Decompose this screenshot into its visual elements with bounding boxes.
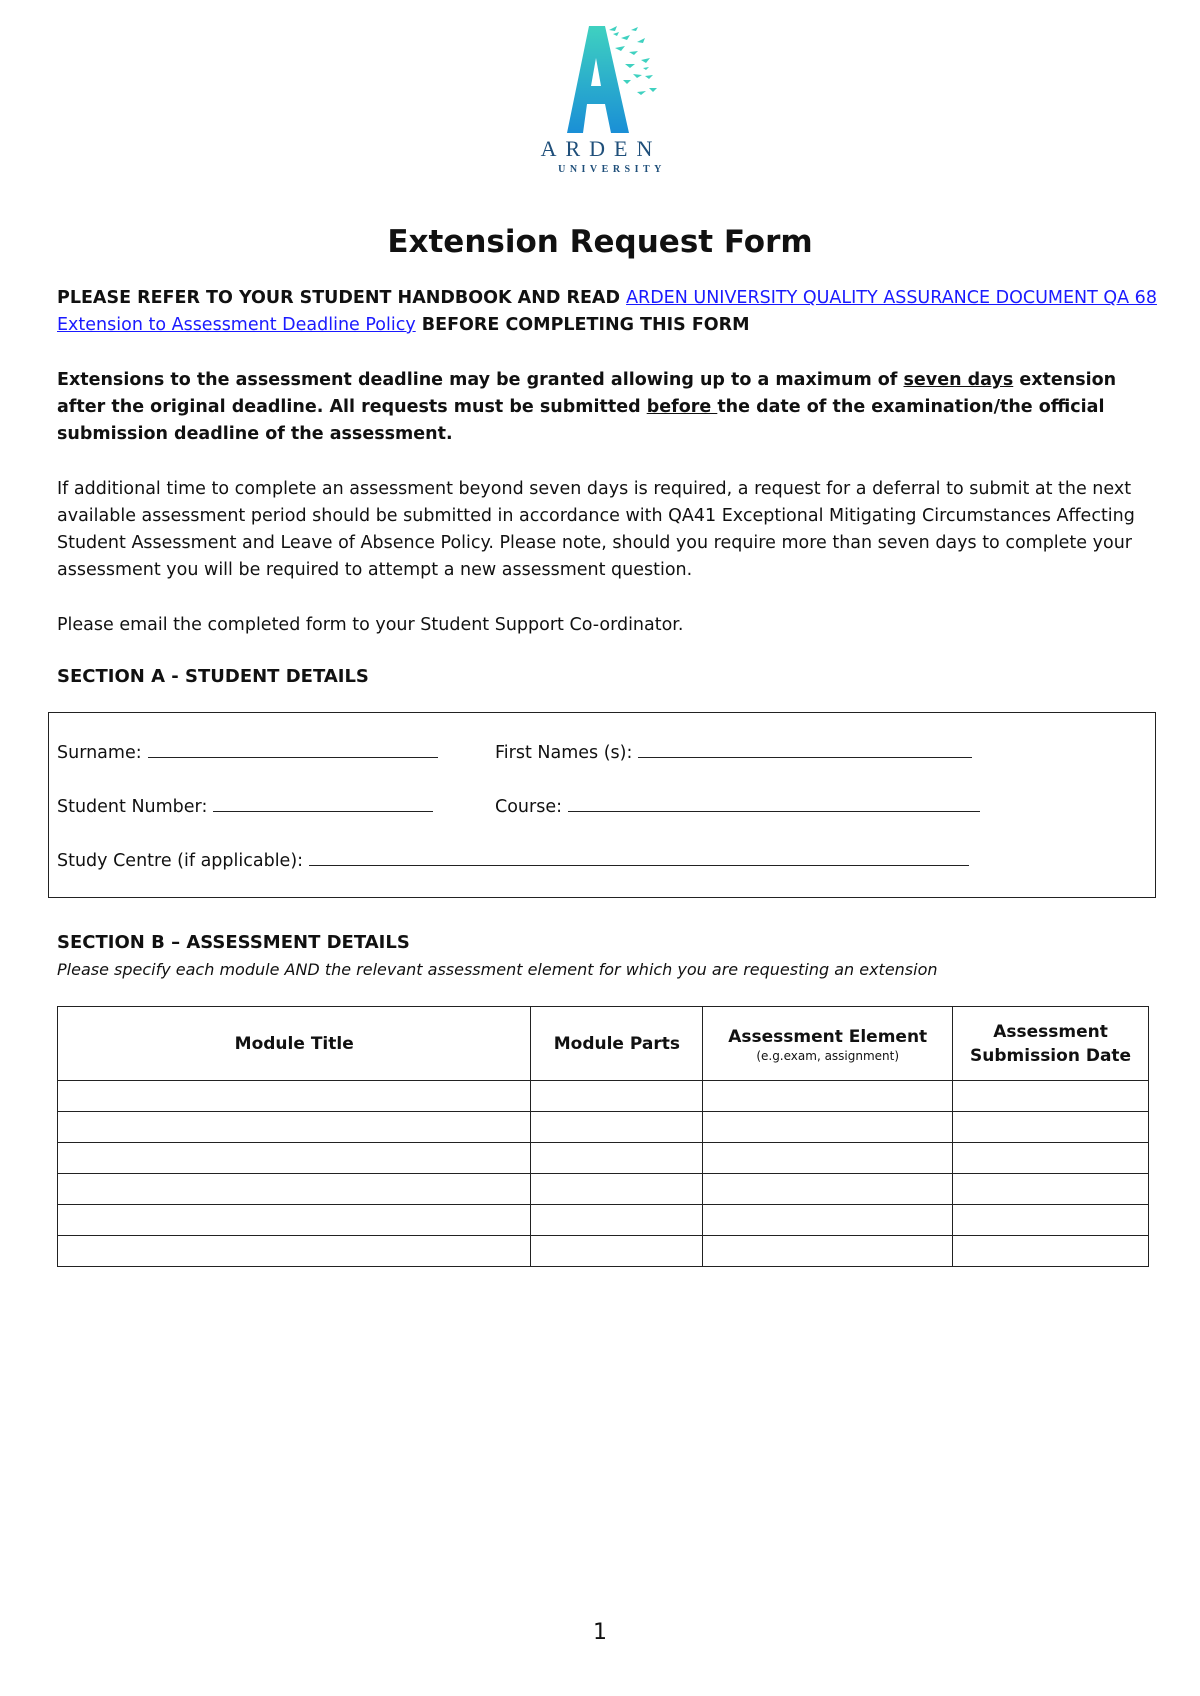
section-a-heading: SECTION A - STUDENT DETAILS [57, 666, 369, 687]
header-submission-date [953, 1007, 1149, 1081]
submission-date-cell[interactable] [953, 1205, 1149, 1236]
submission-date-cell[interactable] [953, 1174, 1149, 1205]
module-title-cell[interactable] [58, 1205, 531, 1236]
submission-date-cell[interactable] [953, 1143, 1149, 1174]
header-module-parts: Module Parts [531, 1007, 703, 1081]
assessment-element-cell[interactable] [703, 1236, 953, 1267]
section-b-note: Please specify each module AND the relevant assessment element for which you are requesting an extension [57, 960, 938, 979]
page-title: Extension Request Form [387, 224, 813, 260]
header-assessment-element [703, 1007, 953, 1081]
seven-days-text: seven days [903, 370, 1014, 390]
module-parts-cell[interactable] [531, 1174, 703, 1205]
submission-date-cell[interactable] [953, 1081, 1149, 1112]
table-row [58, 1205, 1149, 1236]
intro-paragraph [57, 285, 1157, 339]
extension-policy-link[interactable]: Extension to Assessment Deadline Policy [57, 315, 416, 335]
section-b-heading: SECTION B – ASSESSMENT DETAILS [57, 932, 410, 953]
student-number-field[interactable] [57, 795, 433, 817]
module-title-cell[interactable] [58, 1112, 531, 1143]
extensions-text-3: the date of the examination/the official submission deadline of the assessment. [57, 397, 1105, 444]
submission-date-cell[interactable] [953, 1236, 1149, 1267]
module-parts-cell[interactable] [531, 1081, 703, 1112]
logo-subtitle: UNIVERSITY [558, 164, 666, 175]
module-parts-cell[interactable] [531, 1112, 703, 1143]
assessment-element-cell[interactable] [703, 1174, 953, 1205]
intro-tail: BEFORE COMPLETING THIS FORM [415, 315, 750, 335]
study-centre-field[interactable] [57, 849, 969, 871]
student-number-label: Student Number: [57, 797, 208, 817]
assessment-element-cell[interactable] [703, 1205, 953, 1236]
submission-label-2: Submission Date [970, 1045, 1132, 1066]
extensions-text-1: Extensions to the assessment deadline may be granted allowing up to a maximum of [57, 370, 904, 390]
table-row [58, 1112, 1149, 1143]
first-names-field[interactable] [495, 741, 972, 763]
assessment-element-cell[interactable] [703, 1081, 953, 1112]
intro-lead: PLEASE REFER TO YOUR STUDENT HANDBOOK AND READ [57, 288, 627, 308]
surname-field[interactable] [57, 741, 438, 763]
surname-label: Surname: [57, 743, 142, 763]
student-details-box [48, 712, 1156, 898]
table-row [58, 1081, 1149, 1112]
page-number: 1 [593, 1620, 607, 1645]
table-row [58, 1236, 1149, 1267]
before-text: before [646, 397, 718, 417]
table-header-row [58, 1007, 1149, 1081]
module-parts-cell[interactable] [531, 1143, 703, 1174]
submission-date-cell[interactable] [953, 1112, 1149, 1143]
module-title-cell[interactable] [58, 1081, 531, 1112]
module-parts-cell[interactable] [531, 1236, 703, 1267]
extensions-text-2: extension after the original deadline. All requests must be submitted [57, 370, 1117, 417]
table-row [58, 1143, 1149, 1174]
first-names-label: First Names (s): [495, 743, 633, 763]
qa68-link[interactable]: ARDEN UNIVERSITY QUALITY ASSURANCE DOCUMENT QA 68 [626, 288, 1157, 308]
assessment-element-cell[interactable] [703, 1143, 953, 1174]
course-field[interactable] [495, 795, 980, 817]
submission-label-1: Assessment [993, 1021, 1108, 1042]
module-title-cell[interactable] [58, 1174, 531, 1205]
assessment-element-cell[interactable] [703, 1112, 953, 1143]
header-module-title: Module Title [58, 1007, 531, 1081]
assessment-details-table [57, 1006, 1149, 1267]
logo-wordmark: ARDEN [540, 136, 662, 161]
module-parts-cell[interactable] [531, 1205, 703, 1236]
additional-time-paragraph: If additional time to complete an assessment beyond seven days is required, a request for a deferral to submit at the next available assessment period should be submitted in accordance with QA41 Exceptional Mitigating Circumstances Affecting Student Assessment and Leave of Absence Policy. Please note, should you require more than seven days to complete your assessment you will be required to attempt a new assessment question. [57, 479, 1135, 580]
assessment-element-hint: (e.g.exam, assignment) [756, 1048, 900, 1063]
course-label: Course: [495, 797, 562, 817]
assessment-element-label: Assessment Element [728, 1026, 928, 1047]
extensions-paragraph [57, 367, 1157, 448]
module-title-cell[interactable] [58, 1143, 531, 1174]
email-instruction: Please email the completed form to your Student Support Co-ordinator. [57, 615, 684, 635]
module-title-cell[interactable] [58, 1236, 531, 1267]
study-centre-label: Study Centre (if applicable): [57, 851, 304, 871]
table-row [58, 1174, 1149, 1205]
